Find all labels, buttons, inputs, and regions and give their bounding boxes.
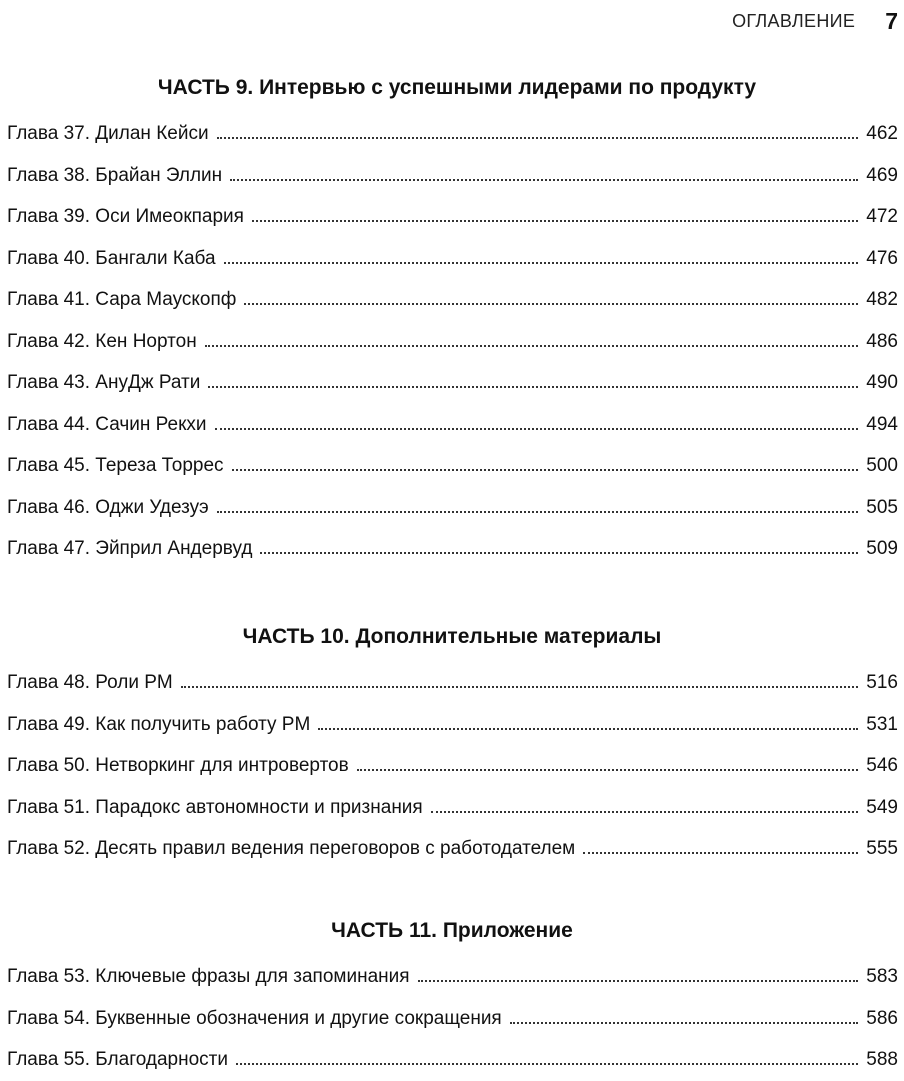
chapter-title: Глава 55. Благодарности bbox=[7, 1049, 228, 1070]
running-title: ОГЛАВЛЕНИЕ bbox=[732, 10, 856, 31]
chapter-title: Глава 44. Сачин Рекхи bbox=[7, 413, 207, 435]
chapter-page: 509 bbox=[866, 538, 898, 559]
chapter-page: 555 bbox=[866, 838, 898, 859]
dot-leader bbox=[252, 219, 858, 222]
chapter-page: 546 bbox=[866, 755, 898, 776]
dot-leader bbox=[224, 261, 859, 264]
toc-entry[interactable] bbox=[0, 745, 904, 787]
toc-entry[interactable] bbox=[0, 362, 904, 404]
toc-entry[interactable] bbox=[0, 1039, 904, 1081]
toc-entry[interactable] bbox=[0, 196, 904, 238]
dot-leader bbox=[583, 851, 858, 854]
chapter-title: Глава 52. Десять правил ведения переговоров с работодателем bbox=[7, 838, 576, 859]
chapter-page: 531 bbox=[866, 713, 898, 735]
chapter-page: 486 bbox=[866, 330, 898, 352]
part-title: ЧАСТЬ 10. Дополнительные материалы bbox=[242, 625, 662, 648]
chapter-title: Глава 51. Парадокс автономности и признания bbox=[7, 796, 423, 818]
chapter-title: Глава 46. Оджи Удезуэ bbox=[7, 496, 209, 518]
chapter-page: 588 bbox=[866, 1049, 898, 1070]
chapter-title: Глава 37. Дилан Кейси bbox=[7, 123, 209, 144]
toc-entry[interactable] bbox=[0, 404, 904, 446]
chapter-title: Глава 53. Ключевые фразы для запоминания bbox=[7, 966, 410, 987]
chapter-title: Глава 38. Брайан Эллин bbox=[7, 164, 223, 186]
dot-leader bbox=[230, 178, 858, 181]
chapter-title: Глава 42. Кен Нортон bbox=[7, 330, 197, 352]
chapter-page: 505 bbox=[866, 496, 898, 518]
toc-entry[interactable] bbox=[0, 445, 904, 487]
chapter-title: Глава 48. Роли PM bbox=[7, 672, 173, 693]
chapter-page: 476 bbox=[866, 247, 898, 269]
chapter-title: Глава 41. Сара Маускопф bbox=[7, 289, 237, 310]
dot-leader bbox=[244, 302, 858, 305]
chapter-page: 469 bbox=[866, 164, 898, 186]
chapter-page: 586 bbox=[866, 1007, 898, 1029]
chapter-list bbox=[0, 956, 904, 1081]
dot-leader bbox=[318, 727, 858, 730]
chapter-title: Глава 45. Тереза Торрес bbox=[7, 455, 224, 476]
dot-leader bbox=[431, 810, 859, 813]
chapter-page: 462 bbox=[866, 123, 898, 144]
part-10-section bbox=[0, 615, 904, 870]
toc-entry[interactable] bbox=[0, 998, 904, 1040]
dot-leader bbox=[418, 979, 859, 982]
part-11-section bbox=[0, 909, 904, 1081]
running-head bbox=[732, 6, 898, 36]
chapter-title: Глава 47. Эйприл Андервуд bbox=[7, 538, 253, 559]
toc-entry[interactable] bbox=[0, 787, 904, 829]
dot-leader bbox=[215, 427, 859, 430]
dot-leader bbox=[510, 1021, 859, 1024]
dot-leader bbox=[208, 385, 858, 388]
toc-entry[interactable] bbox=[0, 238, 904, 280]
toc-entry[interactable] bbox=[0, 155, 904, 197]
chapter-page: 494 bbox=[866, 413, 898, 435]
part-9-section bbox=[0, 66, 904, 570]
chapter-page: 472 bbox=[866, 206, 898, 227]
toc-entry[interactable] bbox=[0, 487, 904, 529]
chapter-title: Глава 43. АнуДж Рати bbox=[7, 372, 201, 393]
chapter-title: Глава 40. Бангали Каба bbox=[7, 247, 216, 269]
chapter-page: 500 bbox=[866, 455, 898, 476]
dot-leader bbox=[217, 510, 859, 513]
chapter-page: 549 bbox=[866, 796, 898, 818]
toc-entry[interactable] bbox=[0, 279, 904, 321]
chapter-list bbox=[0, 662, 904, 870]
chapter-title: Глава 49. Как получить работу PM bbox=[7, 713, 311, 735]
chapter-title: Глава 39. Оси Имеокпария bbox=[7, 206, 244, 227]
chapter-page: 490 bbox=[866, 372, 898, 393]
dot-leader bbox=[260, 551, 858, 554]
chapter-page: 583 bbox=[866, 966, 898, 987]
page-number: 7 bbox=[885, 7, 898, 34]
dot-leader bbox=[236, 1062, 858, 1065]
toc-entry[interactable] bbox=[0, 528, 904, 570]
dot-leader bbox=[357, 768, 859, 771]
toc-entry[interactable] bbox=[0, 704, 904, 746]
toc-entry[interactable] bbox=[0, 662, 904, 704]
chapter-title: Глава 50. Нетворкинг для интровертов bbox=[7, 755, 349, 776]
toc-entry[interactable] bbox=[0, 956, 904, 998]
dot-leader bbox=[217, 136, 859, 139]
part-title: ЧАСТЬ 9. Интервью с успешными лидерами по продукту bbox=[157, 76, 757, 99]
dot-leader bbox=[205, 344, 859, 347]
dot-leader bbox=[232, 468, 859, 471]
toc-entry[interactable] bbox=[0, 321, 904, 363]
part-title: ЧАСТЬ 11. Приложение bbox=[331, 919, 573, 942]
chapter-title: Глава 54. Буквенные обозначения и другие сокращения bbox=[7, 1007, 502, 1029]
toc-entry[interactable] bbox=[0, 828, 904, 870]
chapter-page: 516 bbox=[866, 672, 898, 693]
chapter-page: 482 bbox=[866, 289, 898, 310]
dot-leader bbox=[181, 685, 859, 688]
toc-entry[interactable] bbox=[0, 113, 904, 155]
chapter-list bbox=[0, 113, 904, 570]
